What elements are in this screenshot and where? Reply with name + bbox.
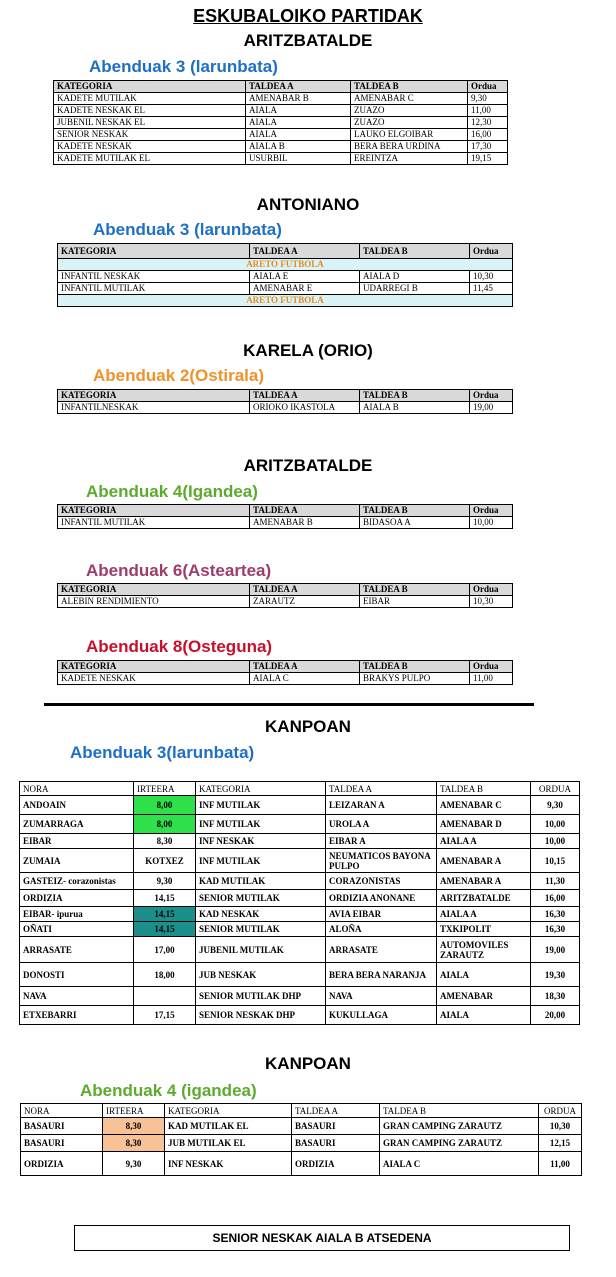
cell-taldea-b: GRAN CAMPING ZARAUTZ: [380, 1135, 539, 1152]
schedule-table-s3: [57, 389, 513, 414]
table-row: [58, 402, 513, 414]
table-row: [54, 141, 508, 153]
cell-nora: ZUMARRAGA: [20, 815, 134, 834]
day-heading-s4: Abenduak 4(Igandea): [86, 482, 258, 501]
col-header-kategoria: KATEGORIA: [58, 390, 250, 402]
cell-taldea-b: AIALA A: [437, 834, 531, 849]
table-row: [58, 673, 513, 685]
cell-taldea-b: AIALA A: [437, 907, 531, 922]
cell-irteera: [134, 987, 196, 1006]
cell-taldea-b: EREINTZA: [351, 153, 468, 165]
table-row: [58, 517, 513, 529]
schedule-table-s2: [57, 243, 513, 307]
cell-nora: EIBAR- ipurua: [20, 907, 134, 922]
cell-irteera: 9,30: [134, 873, 196, 890]
cell-taldea-a: ALOÑA: [326, 922, 437, 937]
table-row: [58, 596, 513, 608]
cell-kategoria: KAD MUTILAK: [196, 873, 326, 890]
table-header-row: [58, 661, 513, 673]
cell-kategoria: INF MUTILAK: [196, 796, 326, 815]
cell-nora: NAVA: [20, 987, 134, 1006]
table-row: [54, 117, 508, 129]
table-row: [20, 987, 580, 1006]
table-row: [21, 1135, 582, 1152]
cell-ordua: 10,30: [470, 271, 513, 283]
cell-taldea-b: AMENABAR C: [351, 93, 468, 105]
table-row: [54, 153, 508, 165]
cell-ordua: 10,30: [539, 1118, 582, 1135]
cell-taldea-a: AMENABAR E: [250, 283, 360, 295]
cell-taldea-a: AIALA E: [250, 271, 360, 283]
schedule-table-s4: [57, 504, 513, 529]
cell-kategoria: JUBENIL NESKAK EL: [54, 117, 246, 129]
cell-taldea-b: BIDASOA A: [360, 517, 470, 529]
cell-taldea-b: BRAKYS PULPO: [360, 673, 470, 685]
table-header-row: [21, 1104, 582, 1118]
table-row: [20, 849, 580, 873]
cell-taldea-b: AMENABAR: [437, 987, 531, 1006]
cell-ordua: 10,00: [531, 815, 580, 834]
cell-ordua: 11,45: [470, 283, 513, 295]
cell-taldea-b: ARITZBATALDE: [437, 890, 531, 907]
table-row: [58, 271, 513, 283]
table-header-row: [20, 782, 580, 796]
col-header-taldea-b: TALDEA B: [360, 505, 470, 517]
cell-kategoria: SENIOR MUTILAK: [196, 922, 326, 937]
cell-irteera: 8,30: [103, 1118, 165, 1135]
col-header-ordua: Ordua: [468, 81, 508, 93]
cell-taldea-b: AMENABAR C: [437, 796, 531, 815]
schedule-table-s5: [57, 583, 513, 608]
cell-taldea-a: AIALA B: [246, 141, 351, 153]
cell-ordua: 10,30: [470, 596, 513, 608]
schedule-table-s1: [53, 80, 508, 165]
cell-kategoria: SENIOR NESKAK: [54, 129, 246, 141]
table-row: [54, 129, 508, 141]
cell-kategoria: INF NESKAK: [196, 834, 326, 849]
cell-ordua: 16,00: [468, 129, 508, 141]
cell-irteera: 8,30: [103, 1135, 165, 1152]
col-header-taldea-a: TALDEA A: [250, 584, 360, 596]
cell-ordua: 16,00: [531, 890, 580, 907]
col-header-ordua: Ordua: [470, 584, 513, 596]
table-row: [20, 907, 580, 922]
cell-taldea-a: AVIA EIBAR: [326, 907, 437, 922]
col-header-kategoria: KATEGORIA: [58, 244, 250, 259]
table-header-row: [58, 584, 513, 596]
col-header-nora: NORA: [21, 1104, 103, 1118]
cell-taldea-a: EIBAR A: [326, 834, 437, 849]
cell-kategoria: SENIOR MUTILAK DHP: [196, 987, 326, 1006]
col-header-irteera: IRTEERA: [103, 1104, 165, 1118]
cell-taldea-b: AUTOMOVILES ZARAUTZ: [437, 937, 531, 963]
cell-irteera: 14,15: [134, 922, 196, 937]
cell-taldea-b: UDARREGI B: [360, 283, 470, 295]
cell-nora: GASTEIZ- corazonistas: [20, 873, 134, 890]
cell-taldea-a: AMENABAR B: [246, 93, 351, 105]
table-header-row: [58, 390, 513, 402]
col-header-taldea-a: TALDEA A: [292, 1104, 380, 1118]
cell-ordua: 19,00: [531, 937, 580, 963]
cell-taldea-a: AMENABAR B: [250, 517, 360, 529]
cell-kategoria: INF MUTILAK: [196, 815, 326, 834]
col-header-taldea-b: TALDEA B: [437, 782, 531, 796]
cell-ordua: 12,15: [539, 1135, 582, 1152]
col-header-taldea-b: TALDEA B: [360, 584, 470, 596]
cell-ordua: 19,15: [468, 153, 508, 165]
cell-taldea-a: AIALA: [246, 129, 351, 141]
away-table-2: [20, 1103, 582, 1176]
table-row: [20, 937, 580, 963]
cell-taldea-b: BERA BERA URDINA: [351, 141, 468, 153]
day-heading-s6: Abenduak 8(Osteguna): [86, 637, 273, 656]
cell-taldea-a: NAVA: [326, 987, 437, 1006]
cell-taldea-a: ZARAUTZ: [250, 596, 360, 608]
cell-ordua: 11,00: [470, 673, 513, 685]
cell-taldea-a: AIALA: [246, 105, 351, 117]
col-header-taldea-b: TALDEA B: [360, 661, 470, 673]
col-header-ordua: Ordua: [470, 244, 513, 259]
table-header-row: [58, 244, 513, 259]
cell-nora: ETXEBARRI: [20, 1006, 134, 1025]
cell-irteera: KOTXEZ: [134, 849, 196, 873]
cell-taldea-b: AIALA C: [380, 1152, 539, 1176]
cell-ordua: 9,30: [468, 93, 508, 105]
cell-kategoria: JUBENIL MUTILAK: [196, 937, 326, 963]
cell-taldea-b: EIBAR: [360, 596, 470, 608]
table-row: [20, 873, 580, 890]
cell-ordua: 16,30: [531, 922, 580, 937]
table-row: [20, 890, 580, 907]
cell-taldea-b: AMENABAR D: [437, 815, 531, 834]
table-row: [20, 922, 580, 937]
cell-kategoria: INFANTILNESKAK: [58, 402, 250, 414]
page-title: ESKUBALOIKO PARTIDAK: [193, 6, 423, 26]
cell-kategoria: KADETE MUTILAK: [54, 93, 246, 105]
col-header-taldea-a: TALDEA A: [246, 81, 351, 93]
cell-taldea-a: ORDIZIA ANONANE: [326, 890, 437, 907]
cell-kategoria: INFANTIL MUTILAK: [58, 283, 250, 295]
cell-nora: ANDOAIN: [20, 796, 134, 815]
cell-irteera: 14,15: [134, 890, 196, 907]
col-header-taldea-a: TALDEA A: [250, 244, 360, 259]
cell-taldea-b: AIALA D: [360, 271, 470, 283]
col-header-irteera: IRTEERA: [134, 782, 196, 796]
cell-taldea-a: NEUMATICOS BAYONA PULPO: [326, 849, 437, 873]
table-row: [20, 796, 580, 815]
day-heading-s2: Abenduak 3 (larunbata): [93, 220, 282, 239]
cell-kategoria: INFANTIL MUTILAK: [58, 517, 250, 529]
cell-nora: ORDIZIA: [20, 890, 134, 907]
cell-irteera: 17,00: [134, 937, 196, 963]
kanpoan-title-2: KANPOAN: [265, 1054, 351, 1073]
day-heading-k2: Abenduak 4 (igandea): [80, 1081, 257, 1100]
day-heading-k1: Abenduak 3(larunbata): [70, 743, 255, 762]
note-row: [58, 295, 513, 307]
table-header-row: [54, 81, 508, 93]
cell-taldea-b: ZUAZO: [351, 105, 468, 117]
cell-ordua: 9,30: [531, 796, 580, 815]
day-heading-s5: Abenduak 6(Asteartea): [86, 561, 272, 580]
venue-antoniano-title: ANTONIANO: [256, 195, 360, 214]
cell-ordua: 11,00: [468, 105, 508, 117]
cell-nora: ORDIZIA: [21, 1152, 103, 1176]
cell-kategoria: KADETE NESKAK: [54, 141, 246, 153]
table-row: [21, 1152, 582, 1176]
cell-irteera: 9,30: [103, 1152, 165, 1176]
cell-kategoria: INF NESKAK: [165, 1152, 292, 1176]
col-header-ordua: ORDUA: [539, 1104, 582, 1118]
cell-taldea-a: BASAURI: [292, 1135, 380, 1152]
cell-taldea-a: UROLA A: [326, 815, 437, 834]
cell-nora: ARRASATE: [20, 937, 134, 963]
day-heading-s1: Abenduak 3 (larunbata): [89, 57, 278, 76]
table-row: [20, 834, 580, 849]
col-header-ordua: Ordua: [470, 505, 513, 517]
cell-taldea-b: AMENABAR A: [437, 873, 531, 890]
table-row: [20, 963, 580, 987]
cell-taldea-a: ORDIZIA: [292, 1152, 380, 1176]
cell-ordua: 10,00: [470, 517, 513, 529]
cell-taldea-b: ZUAZO: [351, 117, 468, 129]
cell-taldea-a: ARRASATE: [326, 937, 437, 963]
col-header-kategoria: KATEGORIA: [54, 81, 246, 93]
cell-ordua: 18,30: [531, 987, 580, 1006]
table-row: [21, 1118, 582, 1135]
cell-irteera: 8,00: [134, 815, 196, 834]
cell-kategoria: ALEBIN RENDIMIENTO: [58, 596, 250, 608]
cell-taldea-a: AIALA C: [250, 673, 360, 685]
cell-kategoria: KAD NESKAK: [196, 907, 326, 922]
cell-kategoria: SENIOR NESKAK DHP: [196, 1006, 326, 1025]
cell-taldea-a: BASAURI: [292, 1118, 380, 1135]
cell-taldea-a: USURBIL: [246, 153, 351, 165]
schedule-table-s6: [57, 660, 513, 685]
col-header-ordua: ORDUA: [531, 782, 580, 796]
cell-taldea-b: AIALA: [437, 963, 531, 987]
cell-ordua: 19,00: [470, 402, 513, 414]
cell-kategoria: JUB MUTILAK EL: [165, 1135, 292, 1152]
cell-taldea-b: AIALA: [437, 1006, 531, 1025]
table-row: [20, 1006, 580, 1025]
cell-ordua: 16,30: [531, 907, 580, 922]
cell-ordua: 11,30: [531, 873, 580, 890]
cell-taldea-a: AIALA: [246, 117, 351, 129]
cell-kategoria: INF MUTILAK: [196, 849, 326, 873]
table-row: [58, 283, 513, 295]
cell-ordua: 19,30: [531, 963, 580, 987]
kanpoan-title-1: KANPOAN: [265, 717, 351, 736]
cell-ordua: 12,30: [468, 117, 508, 129]
table-row: [54, 93, 508, 105]
cell-nora: EIBAR: [20, 834, 134, 849]
venue-karela-title: KARELA (ORIO): [243, 341, 373, 360]
cell-irteera: 8,00: [134, 796, 196, 815]
col-header-taldea-b: TALDEA B: [380, 1104, 539, 1118]
cell-taldea-a: LEIZARAN A: [326, 796, 437, 815]
col-header-taldea-a: TALDEA A: [250, 390, 360, 402]
col-header-kategoria: KATEGORIA: [58, 661, 250, 673]
footer-note: SENIOR NESKAK AIALA B ATSEDENA: [74, 1225, 570, 1251]
cell-taldea-a: ORIOKO IKASTOLA: [250, 402, 360, 414]
cell-taldea-b: LAUKO ELGOIBAR: [351, 129, 468, 141]
cell-nora: BASAURI: [21, 1135, 103, 1152]
cell-kategoria: JUB NESKAK: [196, 963, 326, 987]
col-header-taldea-a: TALDEA A: [250, 661, 360, 673]
col-header-taldea-b: TALDEA B: [360, 390, 470, 402]
cell-ordua: 10,15: [531, 849, 580, 873]
areto-futbola-note: ARETO FUTBOLA: [58, 259, 513, 271]
cell-kategoria: KADETE NESKAK: [58, 673, 250, 685]
cell-taldea-b: TXKIPOLIT: [437, 922, 531, 937]
venue-aritzbatalde-title-2: ARITZBATALDE: [243, 456, 373, 475]
col-header-taldea-a: TALDEA A: [326, 782, 437, 796]
cell-taldea-b: AMENABAR A: [437, 849, 531, 873]
cell-nora: BASAURI: [21, 1118, 103, 1135]
col-header-taldea-a: TALDEA A: [250, 505, 360, 517]
table-row: [54, 105, 508, 117]
col-header-ordua: Ordua: [470, 661, 513, 673]
col-header-kategoria: KATEGORIA: [58, 584, 250, 596]
col-header-taldea-b: TALDEA B: [360, 244, 470, 259]
col-header-kategoria: KATEGORIA: [196, 782, 326, 796]
cell-nora: DONOSTI: [20, 963, 134, 987]
col-header-nora: NORA: [20, 782, 134, 796]
cell-taldea-b: AIALA B: [360, 402, 470, 414]
cell-irteera: 18,00: [134, 963, 196, 987]
cell-ordua: 11,00: [539, 1152, 582, 1176]
areto-futbola-note: ARETO FUTBOLA: [58, 295, 513, 307]
venue-aritzbatalde-title: ARITZBATALDE: [243, 31, 373, 50]
cell-kategoria: KAD MUTILAK EL: [165, 1118, 292, 1135]
cell-nora: OÑATI: [20, 922, 134, 937]
cell-taldea-a: KUKULLAGA: [326, 1006, 437, 1025]
cell-taldea-a: BERA BERA NARANJA: [326, 963, 437, 987]
cell-taldea-a: CORAZONISTAS: [326, 873, 437, 890]
cell-kategoria: SENIOR MUTILAK: [196, 890, 326, 907]
note-row: [58, 259, 513, 271]
cell-nora: ZUMAIA: [20, 849, 134, 873]
col-header-kategoria: KATEGORIA: [165, 1104, 292, 1118]
away-table-1: [19, 781, 580, 1025]
col-header-ordua: Ordua: [470, 390, 513, 402]
cell-ordua: 17,30: [468, 141, 508, 153]
day-heading-s3: Abenduak 2(Ostirala): [93, 366, 264, 385]
cell-ordua: 20,00: [531, 1006, 580, 1025]
col-header-taldea-b: TALDEA B: [351, 81, 468, 93]
cell-kategoria: KADETE NESKAK EL: [54, 105, 246, 117]
cell-kategoria: KADETE MUTILAK EL: [54, 153, 246, 165]
col-header-kategoria: KATEGORIA: [58, 505, 250, 517]
section-divider: [44, 703, 534, 706]
cell-taldea-b: GRAN CAMPING ZARAUTZ: [380, 1118, 539, 1135]
cell-irteera: 17,15: [134, 1006, 196, 1025]
cell-ordua: 10,00: [531, 834, 580, 849]
cell-kategoria: INFANTIL NESKAK: [58, 271, 250, 283]
cell-irteera: 14,15: [134, 907, 196, 922]
table-row: [20, 815, 580, 834]
table-header-row: [58, 505, 513, 517]
cell-irteera: 8,30: [134, 834, 196, 849]
